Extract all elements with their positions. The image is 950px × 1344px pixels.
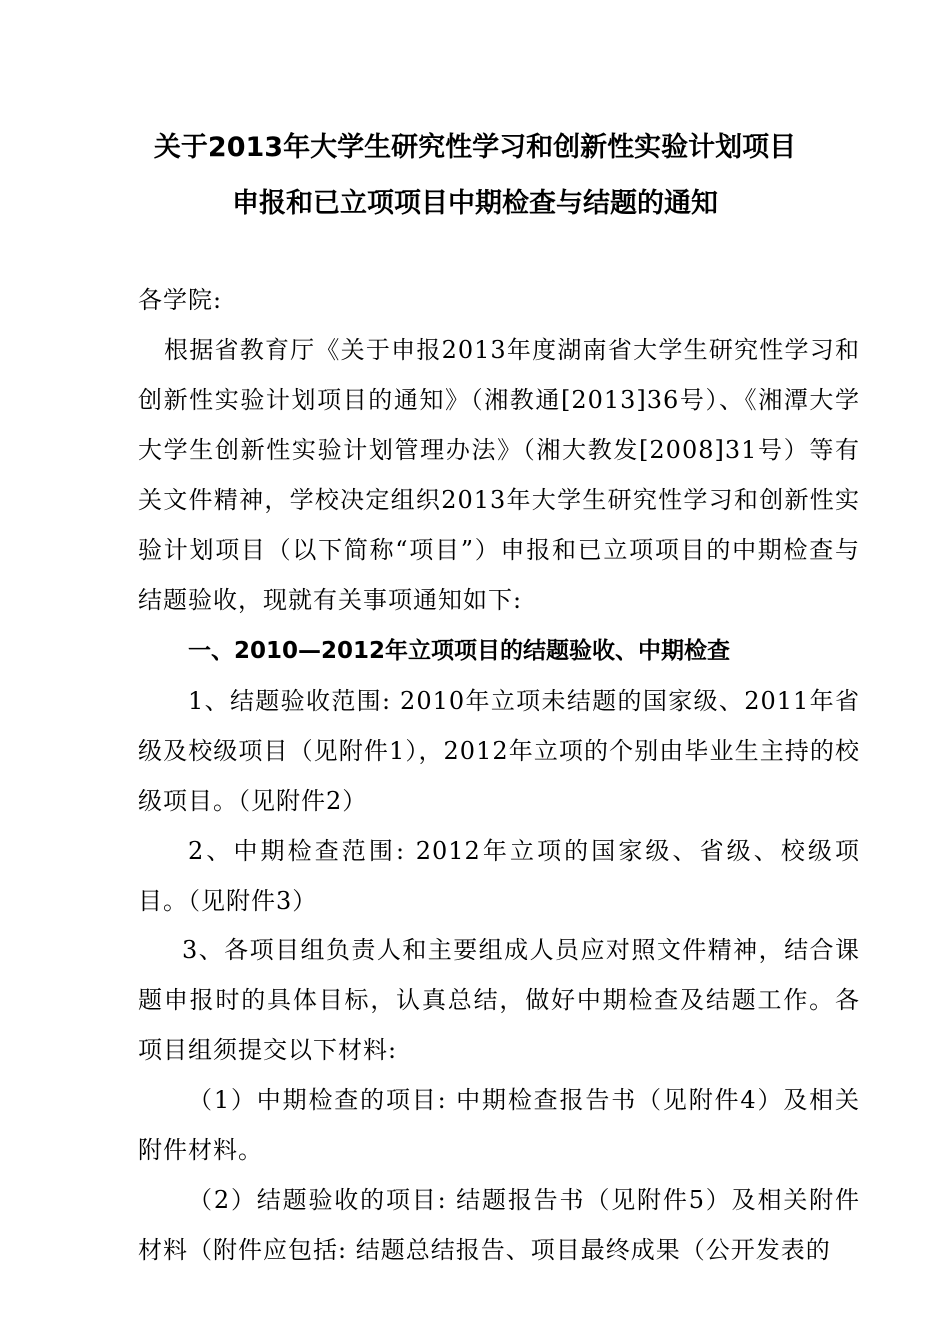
list-item-1-text: 1、结题验收范围: 2010年立项未结题的国家级、2011年省级及校级项目（见附件1），2012年立项的个别由毕业生主持的校级项目。（见附件2） (138, 687, 860, 815)
list-item-2-text: 2、中期检查范围: 2012年立项的国家级、省级、校级项目。（见附件3） (138, 837, 860, 915)
salutation-text: 各学院: (138, 286, 223, 314)
sub-item-2 (138, 1175, 860, 1275)
document-title-line-1: 关于2013年大学生研究性学习和创新性实验计划项目 (153, 132, 797, 163)
document-title-line-2: 申报和已立项项目中期检查与结题的通知 (232, 188, 718, 219)
section-heading-1-text: 一、2010—2012年立项项目的结题验收、中期检查 (188, 638, 731, 664)
list-item-3-text: 3、各项目组负责人和主要组成人员应对照文件精神，结合课题申报时的具体目标，认真总结，做好中期检查及结题工作。各项目组须提交以下材料: (138, 936, 860, 1064)
section-heading-1 (138, 626, 910, 676)
sub-item-1 (138, 1075, 860, 1175)
sub-item-1-text: （1）中期检查的项目: 中期检查报告书（见附件4）及相关附件材料。 (138, 1086, 860, 1164)
list-item-2 (138, 826, 860, 926)
intro-paragraph-text: 根据省教育厅《关于申报2013年度湖南省大学生研究性学习和创新性实验计划项目的通知》（湘教通[2013]36号）、《湘潭大学大学生创新性实验计划管理办法》（湘大教发[2008]31号）等有关文件精神，学校决定组织2013年大学生研究性学习和创新性实验计划项目（以下简称“项目”）申报和已立项项目的中期检查与结题验收，现就有关事项通知如下: (138, 336, 860, 614)
salutation (138, 275, 860, 325)
sub-item-2-text: （2）结题验收的项目: 结题报告书（见附件5）及相关附件材料（附件应包括: 结题总结报告、项目最终成果（公开发表的 (138, 1186, 860, 1264)
list-item-1 (138, 676, 860, 826)
intro-paragraph (138, 325, 860, 625)
list-item-3 (138, 925, 860, 1075)
